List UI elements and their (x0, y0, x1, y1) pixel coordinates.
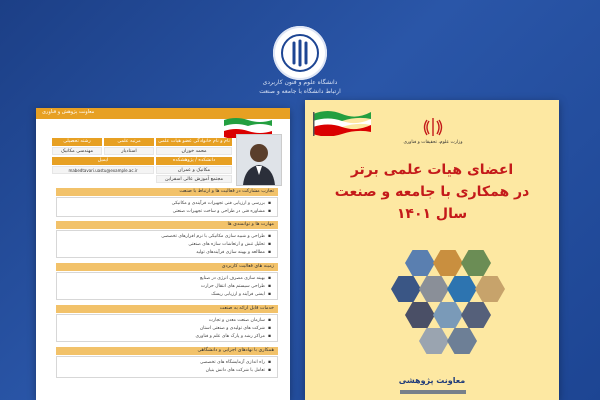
top-strip-text: معاونت پژوهش و فناوری (42, 109, 95, 115)
section-title: مهارت ها و توانمندی ها (56, 221, 278, 229)
list-item: تعامل با شرکت های دانش بنیان ▪ (206, 368, 271, 373)
footer-underline (400, 390, 466, 394)
list-item: راه اندازی آزمایشگاه های تخصصی ▪ (200, 360, 271, 365)
section-body (56, 272, 278, 300)
list-item: بهینه سازی مصرف انرژی در صنایع ▪ (200, 276, 271, 281)
list-item: مطالعه و بهینه سازی فرآیندهای تولید ▪ (196, 250, 271, 255)
section-body (56, 230, 278, 258)
label-email: ایمیل (52, 157, 154, 165)
org-line-2: ارتباط دانشگاه با جامعه و صنعت (259, 88, 341, 95)
person-photo-icon (237, 135, 281, 185)
hex-image (419, 328, 449, 354)
label-rank: مرتبه علمی (104, 138, 154, 146)
section-title: خدمات قابل ارائه به صنعت (56, 305, 278, 313)
iran-emblem-icon (422, 116, 444, 138)
value-name: محمد خوران (156, 147, 232, 155)
cover-footer: معاونت پژوهشی (398, 376, 466, 385)
section-title: همکاری با نهادهای اجرایی و دانشگاهی (56, 347, 278, 355)
cover-title-line3: سال ۱۴۰۱ (396, 206, 468, 222)
hex-image (391, 276, 421, 302)
list-item: تحلیل تنش و ارتعاشات سازه های صنعتی ▪ (188, 242, 271, 247)
label-field: رشته تحصیلی (52, 138, 102, 146)
cover-org-name: وزارت علوم، تحقیقات و فناوری (403, 140, 463, 145)
hex-image (447, 328, 477, 354)
value-rank: استادیار (104, 147, 154, 155)
value-institution: مجتمع آموزش عالی اسفراین (156, 175, 232, 183)
hex-image (405, 250, 435, 276)
label-name: نام و نام خانوادگی عضو هیات علمی (156, 138, 232, 146)
iran-flag-icon (313, 106, 371, 136)
org-line-1: دانشگاه علوم و فنون کاربردی (262, 79, 338, 86)
section-title: زمینه های فعالیت کاربردی (56, 263, 278, 271)
list-item: ایمنی فرآیند و ارزیابی ریسک ▪ (211, 292, 271, 297)
profile-photo (236, 134, 282, 186)
section-body (56, 314, 278, 342)
emblem-icon (280, 33, 320, 73)
cover-document (305, 100, 559, 400)
hex-image (433, 302, 463, 328)
hex-image (447, 276, 477, 302)
hex-image (419, 276, 449, 302)
section-title: تجارب مشارکت در فعالیت ها و ارتباط با صنعت (56, 188, 278, 196)
hex-image (405, 302, 435, 328)
list-item: طراحی و شبیه سازی مکانیکی با نرم افزارهای تخصصی ▪ (161, 234, 271, 239)
profile-document (36, 108, 290, 400)
university-logo (273, 26, 327, 80)
list-item: طراحی سیستم های انتقال حرارت ▪ (201, 284, 271, 289)
value-email[interactable]: mabedtavari.uastu@example.ac.ir (52, 166, 154, 174)
hex-image (461, 302, 491, 328)
cover-title-line2: در همکاری با جامعه و صنعت (334, 184, 530, 200)
value-field: مهندسی مکانیک (52, 147, 102, 155)
list-item: مشاوره فنی در طراحی و ساخت تجهیزات صنعتی ▪ (173, 209, 271, 214)
list-item: سازمان صنعت معدن و تجارت ▪ (209, 318, 271, 323)
cover-title-line1: اعضای هیات علمی برتر (350, 162, 514, 178)
hex-image (461, 250, 491, 276)
label-faculty: دانشکده / پژوهشکده (156, 157, 232, 165)
section-body (56, 356, 278, 378)
list-item: مراکز رشد و پارک های علم و فناوری ▪ (195, 334, 271, 339)
hex-image (433, 250, 463, 276)
value-faculty: مکانیک و عمران (156, 166, 232, 174)
list-item: بررسی و ارزیابی فنی تجهیزات فرآیندی و مکانیکی ▪ (172, 201, 271, 206)
hex-image (475, 276, 505, 302)
header-org-text (230, 78, 370, 96)
section-body (56, 197, 278, 217)
list-item: شرکت های تولیدی و صنعتی استان ▪ (200, 326, 271, 331)
